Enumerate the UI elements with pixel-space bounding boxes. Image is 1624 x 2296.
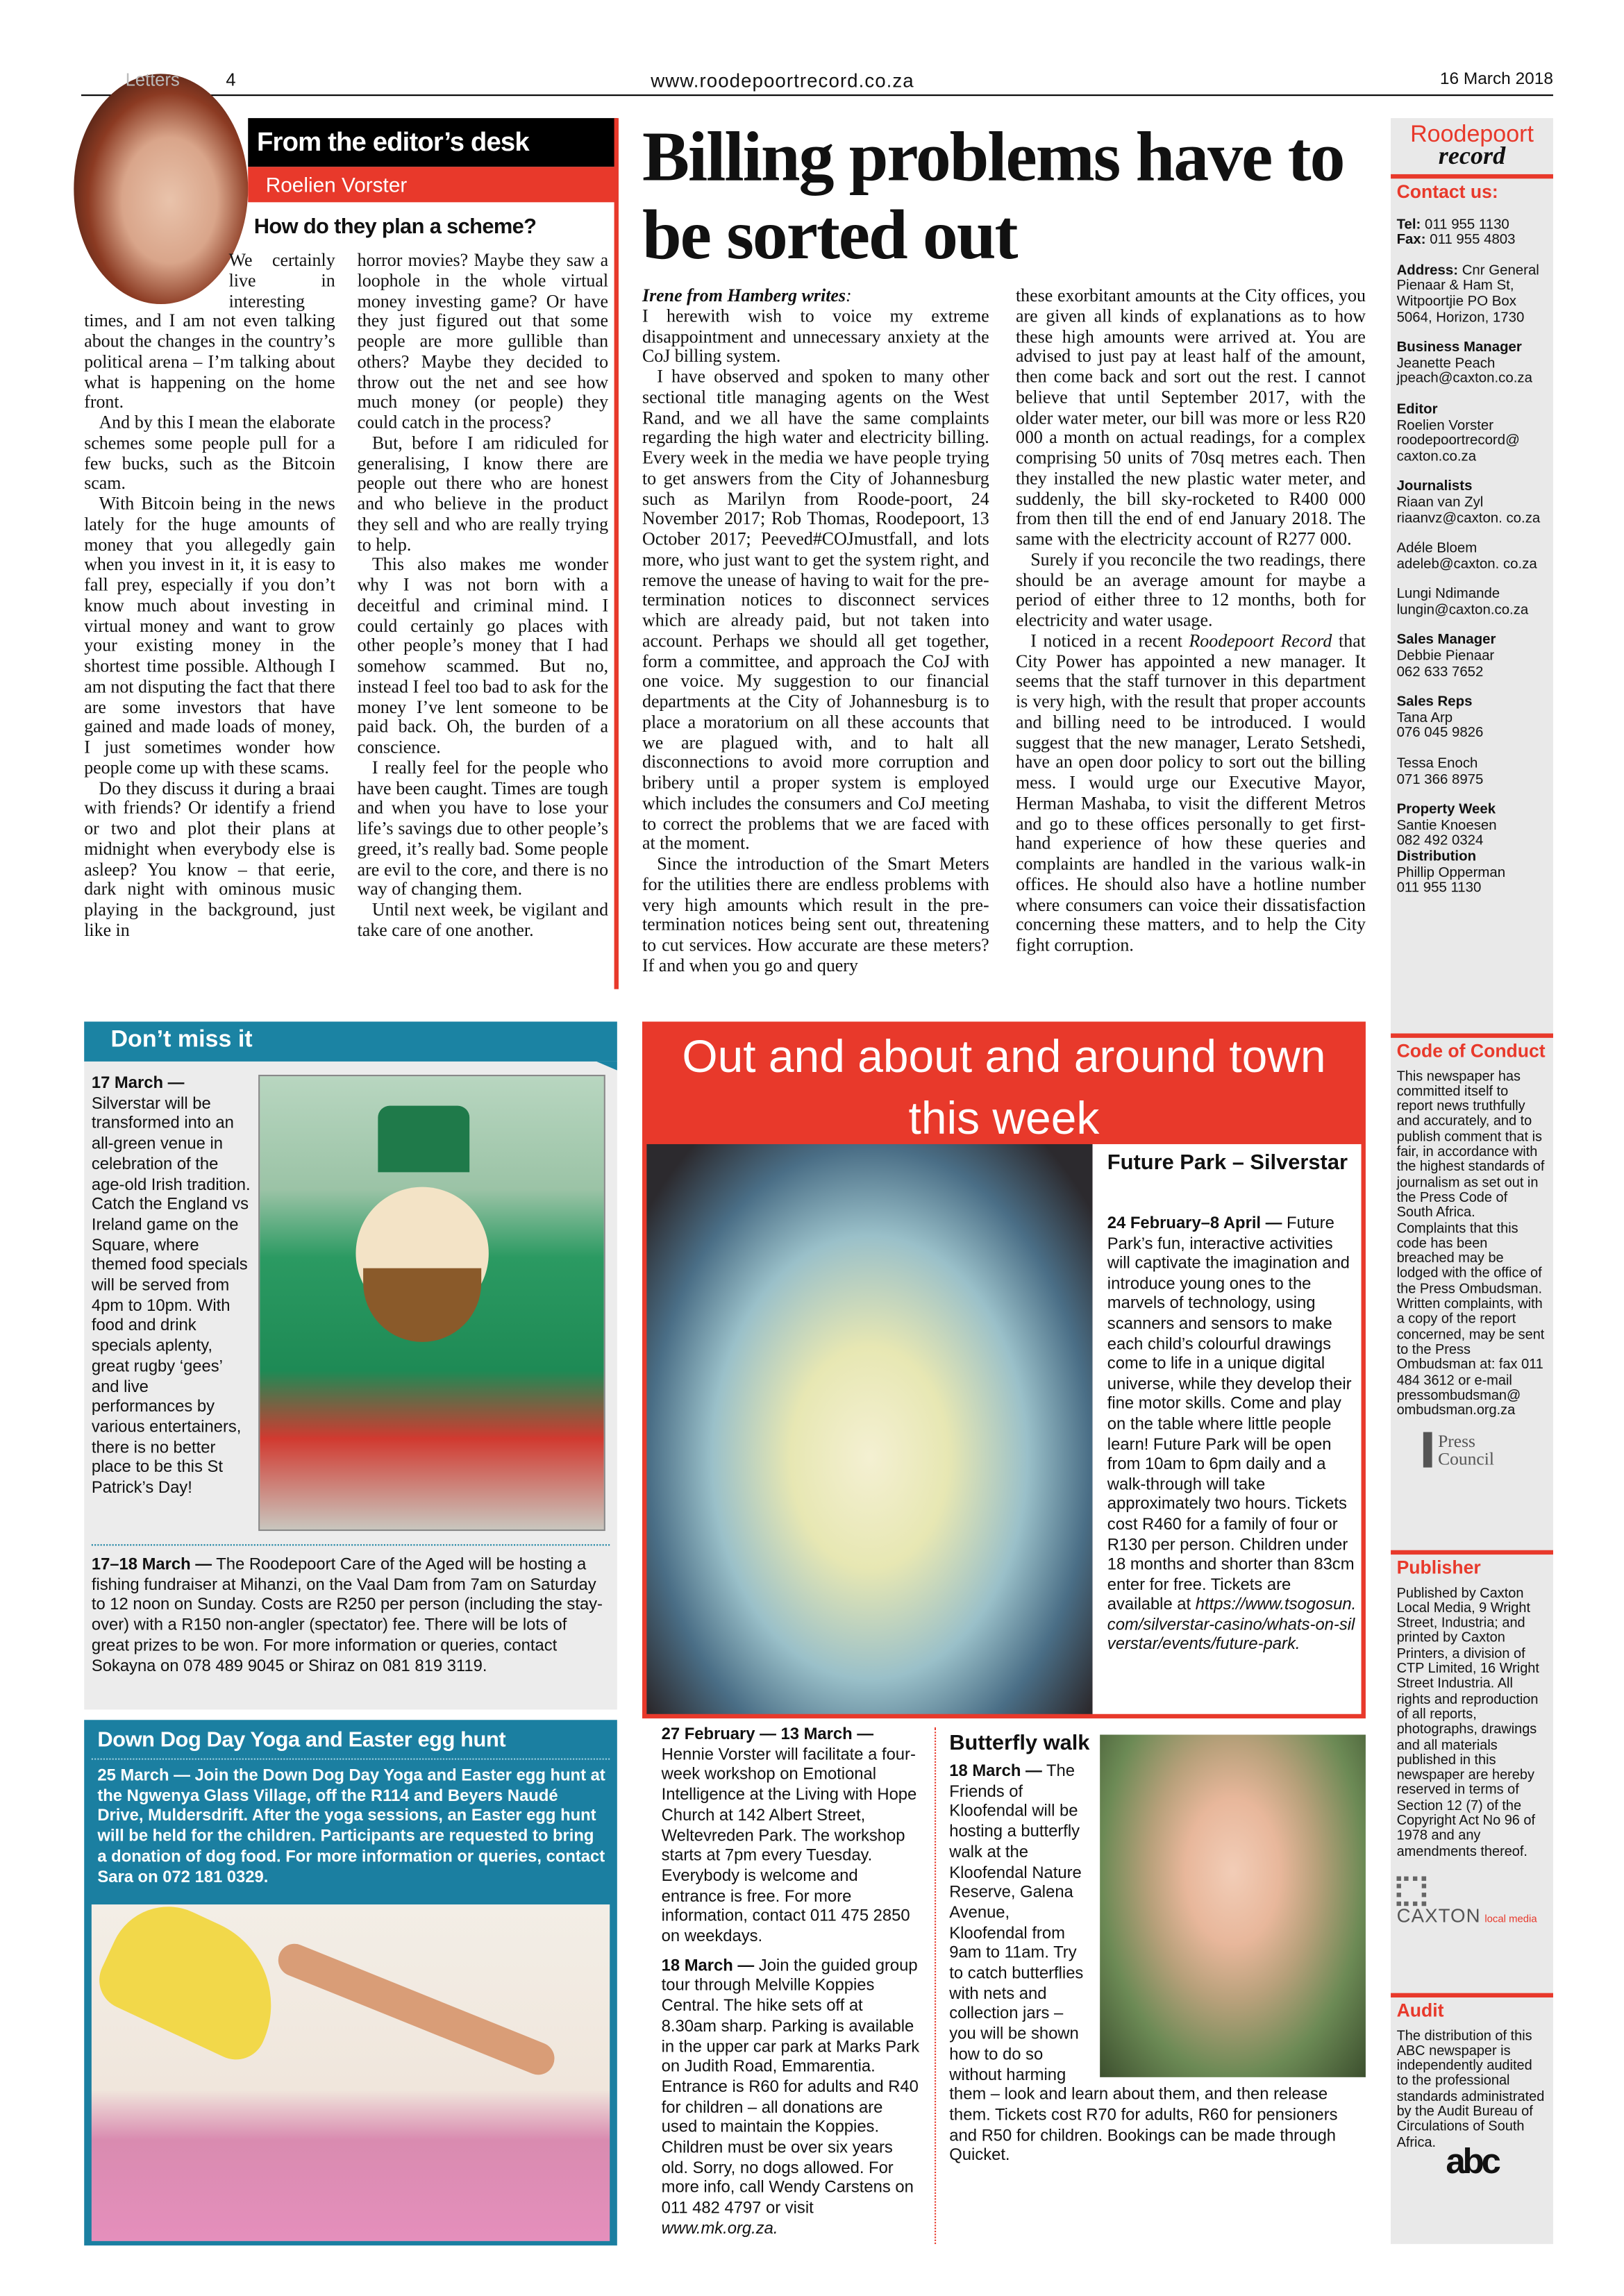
contact-role: Business Manager bbox=[1396, 340, 1522, 356]
editor-banner bbox=[248, 118, 617, 167]
contact-name: Riaan van Zyl bbox=[1396, 494, 1484, 511]
editor-paragraph: horror movies? Maybe they saw a loophole in the whole virtual money investing game? Or have they just figured out that some people are more gullible than others? Maybe they decided to throw out the net and see how much money (or people) they could catch in the process? bbox=[357, 249, 609, 433]
editor-paragraph: Do they discuss it during a braai with friends? Or identify a friend or two and plot their plans at midnight when everybody else is asleep? You know – that eerie, dark night with ominous music playing in the background, just like in bbox=[84, 777, 335, 940]
contact-detail: 062 633 7652 bbox=[1396, 664, 1484, 680]
event-item bbox=[662, 1726, 921, 1949]
editor-headline: How do they plan a scheme? bbox=[253, 215, 537, 240]
contact-entry bbox=[1397, 634, 1548, 681]
logo-top: Roodepoort bbox=[1410, 122, 1534, 148]
contact-name: Roelien Vorster bbox=[1396, 417, 1494, 434]
contact-entry bbox=[1397, 696, 1548, 743]
editor-name-bar bbox=[248, 167, 617, 202]
address-block bbox=[1397, 264, 1548, 326]
dont-miss-item-2 bbox=[92, 1556, 608, 1677]
website-url[interactable]: www.roodepoortrecord.co.za bbox=[651, 69, 914, 92]
future-park-photo bbox=[646, 1144, 1092, 1714]
article-column-1: Irene from Hamberg writes: I herewith wish to voice my extreme disappointment and unnecessary anxiety at the CoJ billing system. I have observed and spoken to many other sectional title managing agents on the West Rand, and we all have the same complaints regarding the high water and electricity billing. Every week in the media we have people trying to get answers from the City of Johannesburg such as Marilyn from Roode-poort, 24 November 2017; Rob Thomas, Roodepoort, 13 October 2017; Peeved#COJmustfall, and lots more, who just want to get the system right, and remove the unease of having to wait for the pre-termination notices to disconnect services which are already paid, but not taken into account. Perhaps we should all get together, form a committee, and approach the CoJ with one voice. My suggestion to our financial departments at the City of Johannesburg is to place a moratorium on all these accounts that we are plagued with, and to halt all disconnections to avoid more corruption and bribery until a proper system is employed which includes the consumers and CoJ meeting to correct the problems that we are faced with at the moment. Since the introduction of the Smart Meters for the utilities there are endless problems with very high amounts which result in the pre-termination notices being sent out, threatening to cut services. How accurate are these meters? If and when you go and query bbox=[642, 285, 989, 976]
tel-number: 011 955 1130 bbox=[1425, 216, 1509, 233]
audit-section bbox=[1391, 1993, 1553, 2182]
contact-detail: 011 955 1130 bbox=[1396, 880, 1482, 897]
address: Cnr General Pienaar & Ham St, Witpoortjie PO Box 5064, Horizon, 1730 bbox=[1396, 262, 1539, 326]
header-tab-decoration bbox=[596, 1062, 617, 1071]
contact-name: Debbie Pienaar bbox=[1396, 648, 1495, 665]
phone-block bbox=[1397, 218, 1548, 249]
yoga-photo bbox=[92, 1904, 610, 2241]
masthead-sidebar bbox=[1391, 118, 1553, 2244]
code-of-conduct bbox=[1391, 1033, 1553, 1474]
beard-shape bbox=[363, 1268, 481, 1342]
butterfly-title: Butterfly walk bbox=[949, 1732, 1090, 1756]
editor-paragraph: I really feel for the people who have been caught. Times are tough and when you have to lose your life’s savings due to other people’s greed, it’s really bad. Some people are evil to the core, and there is no way of changing them. bbox=[357, 757, 609, 900]
article-paragraph: I have observed and spoken to many other sectional title managing agents on the West Rand, and we all have the same complaints regarding the high water and electricity billing. Every week in the media we have people trying to get answers from the City of Johannesburg such as Marilyn from Roode-poort, 24 November 2017; Rob Thomas, Roodepoort, 13 October 2017; Peeved#COJmustfall, and lots more, who just want to get the system right, and remove the unease of having to wait for the pre-termination notices to disconnect services which are already paid, but not taken into account. Perhaps we should all get together, form a committee, and approach the CoJ with one voice. My suggestion to our financial departments at the City of Johannesburg is to place a moratorium on all these accounts that we are plagued with, and to halt all disconnections to avoid more corruption and bribery until a proper system is employed which includes the consumers and CoJ meeting to correct the problems that we are faced with at the moment. bbox=[642, 366, 989, 854]
article-paragraph: Since the introduction of the Smart Meters for the utilities there are endless problems with very high amounts which result in the pre-termination notices being sent out, threatening to cut services. How accurate are these meters? If and when you go and query bbox=[642, 853, 989, 976]
future-park-link[interactable]: https://www.tsogosun.com/silverstar-casino/whats-on-silverstar/events/future-park. bbox=[1107, 1596, 1357, 1654]
publisher-title: Publisher bbox=[1396, 1557, 1481, 1579]
contact-role: Distribution bbox=[1396, 848, 1477, 866]
article-column-2 bbox=[1016, 287, 1366, 957]
future-park-title: Future Park – Silverstar bbox=[1107, 1151, 1348, 1175]
event-date: 18 March — bbox=[661, 1957, 755, 1975]
butterfly-walk bbox=[949, 1730, 1366, 2168]
abc-logo: abc bbox=[1446, 2142, 1498, 2182]
out-about-title: Out and about and around town this week bbox=[682, 1030, 1326, 1144]
contact-name: Adéle Bloem bbox=[1396, 540, 1477, 557]
out-about-box bbox=[642, 1021, 1366, 1718]
contact-detail: adeleb@caxton. co.za bbox=[1396, 555, 1537, 573]
leprechaun-mascot-photo bbox=[258, 1075, 605, 1531]
contact-role: Editor bbox=[1396, 401, 1438, 418]
press-council-logo: Press Council bbox=[1423, 1433, 1527, 1468]
future-park-panel bbox=[1093, 1144, 1362, 1714]
header-rule bbox=[81, 94, 1553, 96]
contact-entry bbox=[1397, 542, 1548, 573]
caxton-mark-icon bbox=[1397, 1877, 1427, 1907]
event-date: 18 March — bbox=[949, 1762, 1042, 1781]
roodepoort-record-logo bbox=[1397, 118, 1548, 174]
contacts-list bbox=[1397, 342, 1548, 898]
divider bbox=[1391, 1033, 1553, 1037]
publication-name: Roodepoort Record bbox=[1189, 630, 1332, 651]
child-butterfly-photo bbox=[1100, 1735, 1366, 2077]
editor-column-2 bbox=[358, 251, 608, 941]
conduct-text: This newspaper has committed itself to report news truthfully and accurately, and to publish comment that is fair, in accordance with the highest standards of journalism as set out in the Press Code of South Africa. Complaints that this code has been breached may be lodged with the office of the Press Ombudsman. Written complaints, with a copy of the report concerned, may be sent to the Press Ombudsman at: fax 011 484 3612 or e-mail pressombudsman@ ombudsman.org.za bbox=[1396, 1066, 1545, 1418]
contact-name: Tana Arp bbox=[1396, 710, 1453, 726]
tel-label: Tel: bbox=[1396, 216, 1421, 233]
event-date: 24 February–8 April — bbox=[1107, 1215, 1282, 1233]
contact-name: Phillip Opperman bbox=[1396, 864, 1506, 881]
contact-detail: riaanvz@caxton. co.za bbox=[1396, 510, 1541, 527]
contact-entry bbox=[1397, 342, 1548, 389]
event-text: The Friends of Kloofendal will be hosting a butterfly walk at the Kloofendal Nature Reserve, Galena Avenue, Kloofendal from 9am to 11am. Try to catch butterflies with nets and collection jars – you will be shown how to do so without harming them – look and learn about them, and then release them. Tickets cost R70 for adults, R60 for pensioners and R50 for children. Bookings can be made through Quicket. bbox=[949, 1762, 1338, 2165]
event-text: The Roodepoort Care of the Aged will be hosting a fishing fundraiser at Mihanzi, on the Vaal Dam from 7am on Saturday to 12 noon on Sunday. Costs are R250 per person (including the stay-over) with a R150 non-angler (spectator) fee. There will be lots of great prizes to be won. For more information or queries, contact Sokayna on 078 489 9045 or Shiraz on 081 819 3119. bbox=[91, 1556, 603, 1675]
mk-link[interactable]: www.mk.org.za. bbox=[661, 2220, 778, 2238]
caxton-wordmark: CAXTON bbox=[1396, 1904, 1481, 1927]
contact-detail: 076 045 9826 bbox=[1396, 725, 1484, 742]
yoga-shirt-shape bbox=[92, 1904, 300, 2069]
audit-title: Audit bbox=[1396, 2000, 1444, 2022]
event-text: Future Park’s fun, interactive activities will captivate the imagination and introduce young ones to the marvels of technology, using scanners and sensors to make each child’s colourful drawings come to life in a unique digital universe, while they develop their fine motor skills. Come and play on the table where little people learn! Future Park will be open from 10am to 6pm daily and a walk-through will take approximately two hours. Tickets cost R460 for a family of four or R130 per person. Children under 18 months and shorter than 83cm enter for free. Tickets are available at bbox=[1107, 1215, 1355, 1614]
contact-entry bbox=[1397, 403, 1548, 465]
event-text: Join the guided group tour through Melville Koppies Central. The hike sets off at 8.30am sharp. Parking is available in the upper car park at Marks Park on Judith Road, Emmarentia. Entrance is R60 for adults and R40 for children – all donations are used to maintain the Koppies. Children must be over six years old. Sorry, no dogs allowed. For more info, call Wendy Carstens on 011 482 4797 or visit bbox=[661, 1957, 920, 2218]
publisher-section bbox=[1391, 1550, 1553, 1929]
fax-label: Fax: bbox=[1396, 232, 1426, 249]
editor-paragraph: But, before I am ridiculed for generalising, I know there are people out there who are honest and who believe in the product they sell and who are really trying to help. bbox=[357, 432, 609, 555]
event-item bbox=[662, 1957, 921, 2240]
contact-name: Tessa Enoch bbox=[1396, 755, 1478, 773]
text: that City Power has appointed a new manager. It seems that the staff turnover in this department is very high, with the result that proper accounts and billing need to be introduced. I would suggest that the new manager, Lerato Setshedi, have an open door policy to sort out the billing mess. I would urge our Executive Mayor, Herman Mashaba, to visit the different Metros and go to these offices personally to get first-hand experience of how these queries and complaints are handled in the various walk-in offices. He should also have a hotline number where consumers can voice their dissatisfaction concerning these matters, and to help the City fight corruption. bbox=[1015, 630, 1366, 955]
conduct-title: Code of Conduct bbox=[1396, 1041, 1546, 1062]
divider bbox=[1391, 1550, 1553, 1555]
contact-entry bbox=[1397, 850, 1548, 898]
dotted-divider bbox=[92, 1544, 610, 1545]
contact-entry bbox=[1397, 757, 1548, 789]
audit-text: The distribution of this ABC newspaper is independently audited to the professional standards administrated by the Audit Bureau of Circulations of South Africa. bbox=[1396, 2026, 1545, 2150]
editor-paragraph: This also makes me wonder why I was not born with a deceitful and criminal mind. I could certainly go places with other people’s money that I had somehow scammed. But no, instead I feel too bad to ask for the money I’ve lent someone to be paid back. Oh, the burden of a conscience. bbox=[357, 553, 609, 757]
contact-entry bbox=[1397, 588, 1548, 619]
page-number: 4 bbox=[226, 69, 236, 90]
publisher-text: Published by Caxton Local Media, 9 Wright Street, Industria; and printed by Caxton Printers, a division of CTP Limited, 16 Wright Street Industria. All rights and reproduction of all reports, photographs, drawings and all materials published in this newspaper are hereby reserved in terms of Section 12 (7) of the Copyright Act No 96 of 1978 and any amendments thereof. bbox=[1396, 1583, 1539, 1859]
contact-detail: 082 492 0324 bbox=[1396, 833, 1484, 850]
editor-name: Roelien Vorster bbox=[265, 172, 408, 196]
contact-detail: roodepoortrecord@ caxton.co.za bbox=[1396, 433, 1520, 465]
yoga-text: 25 March — Join the Down Dog Day Yoga and Easter egg hunt at the Ngwenya Glass Village, off the R114 and Beyers Naudé Drive, Muldersdrift. After the yoga sessions, an Easter egg hunt will be held for the children. Participants are requested to bring a donation of dog food. For more information or queries, contact Sara on 072 181 0329. bbox=[97, 1767, 605, 1886]
photo-wrap-spacer bbox=[84, 251, 228, 310]
dont-miss-box bbox=[84, 1021, 617, 1709]
contact-role: Sales Manager bbox=[1396, 632, 1496, 649]
text: I noticed in a recent bbox=[1030, 630, 1189, 651]
hat-shape bbox=[378, 1106, 469, 1173]
contact-name: Santie Knoesen bbox=[1396, 817, 1497, 835]
contact-entry bbox=[1397, 480, 1548, 528]
editor-paragraph: Until next week, be vigilant and take care of one another. bbox=[357, 898, 609, 940]
dont-miss-header bbox=[84, 1021, 617, 1061]
event-date: 17 March — bbox=[91, 1075, 185, 1093]
editor-paragraph: And by this I mean the elaborate schemes some people pull for a few bucks, such as the Bitcoin scam. bbox=[84, 412, 335, 494]
section-label: Letters bbox=[125, 69, 180, 90]
divider bbox=[1391, 1993, 1553, 1997]
event-text: Silverstar will be transformed into an all-green venue in celebration of the age-old Irish tradition. Catch the England vs Ireland game on the Square, where themed food specials will be served from 4pm to 10pm. With food and drink specials aplenty, great rugby ‘gees’ and live performances by various entertainers, there is no better place to be this St Patrick’s Day! bbox=[91, 1095, 251, 1498]
article-paragraph: these exorbitant amounts at the City offices, you are given all kinds of explanations as to how these high amounts were arrived at. You are advised to just pay at least half of the amount, then come back and sort out the rest. I cannot believe that until September 2017, with the older water meter, our bill was more or less R20 000 a month on actual readings, for a complex comprising 50 units of 70sq metres each. Then they installed the new plastic water meter, and suddenly, the bill sky-rocketed to R400 000 from then till the end of end January 2018. The same with the electricity account of R277 000. bbox=[1015, 285, 1366, 550]
contact-detail: jpeach@caxton.co.za bbox=[1396, 371, 1532, 387]
editor-column-1 bbox=[84, 251, 335, 941]
article-paragraph bbox=[1016, 632, 1366, 957]
editor-banner-title: From the editor’s desk bbox=[256, 126, 529, 157]
divider bbox=[1391, 174, 1553, 178]
contact-role: Property Week bbox=[1396, 802, 1496, 819]
editor-paragraph: We certainly live in interesting times, and I am not even talking about the changes in the country’s political arena – I’m talking about what is happening on the home front. bbox=[84, 249, 335, 412]
contact-role: Sales Reps bbox=[1396, 694, 1473, 711]
contact-entry bbox=[1397, 803, 1548, 850]
contact-title: Contact us: bbox=[1396, 181, 1498, 203]
article-paragraph: I herewith wish to voice my extreme disappointment and unnecessary anxiety at the CoJ billing system. bbox=[642, 305, 989, 367]
contact-detail: 071 366 8975 bbox=[1396, 771, 1484, 788]
contact-detail: lungin@caxton.co.za bbox=[1396, 602, 1529, 619]
contact-name: Lungi Ndimande bbox=[1396, 586, 1500, 603]
event-date: 17–18 March — bbox=[91, 1556, 212, 1574]
address-label: Address: bbox=[1396, 262, 1459, 279]
logo-bottom: record bbox=[1438, 142, 1506, 170]
editor-border bbox=[614, 118, 619, 989]
editor-paragraph: With Bitcoin being in the news lately for the huge amounts of money that you allegedly gain when you invest in it, it is easy to fall prey, especially if you don’t know much about investing in virtual money and want to grow your existing money in the shortest time possible. Although I am not disputing the fact that there are some investors that have gained and made loads of money, I just sometimes wonder how people come up with these scams. bbox=[84, 493, 335, 778]
dont-miss-item-1 bbox=[92, 1075, 251, 1500]
article-paragraph: Surely if you reconcile the two readings, there should be an average amount for maybe a period of either three to 12 months, both for electricity and water usage. bbox=[1015, 548, 1366, 630]
events-column bbox=[662, 1726, 921, 2240]
issue-date: 16 March 2018 bbox=[1439, 71, 1553, 89]
future-park-text bbox=[1107, 1215, 1358, 1657]
article-headline: Billing problems have to be sorted out bbox=[642, 118, 1344, 275]
contact-name: Jeanette Peach bbox=[1396, 355, 1496, 372]
dotted-divider bbox=[935, 1727, 936, 2244]
article-byline: Irene from Hamberg writes bbox=[642, 285, 846, 306]
yoga-box bbox=[84, 1720, 617, 2245]
caxton-logo bbox=[1397, 1877, 1548, 1929]
event-date: 27 February — 13 March — bbox=[661, 1725, 874, 1744]
caxton-sub: local media bbox=[1484, 1914, 1537, 1925]
event-text: Hennie Vorster will facilitate a four-week workshop on Emotional Intelligence at the Living with Hope Church at 142 Albert Street, Weltevreden Park. The workshop starts at 7pm every Tuesday. Everybody is welcome and entrance is free. For more information, contact 011 475 2850 on weekdays. bbox=[661, 1745, 917, 1946]
yoga-arm-shape bbox=[274, 1939, 560, 2080]
contact-role: Journalists bbox=[1396, 478, 1473, 496]
fax-number: 011 955 4803 bbox=[1430, 232, 1516, 249]
dont-miss-title: Don’t miss it bbox=[110, 1027, 253, 1053]
dotted-divider bbox=[92, 1759, 610, 1760]
yoga-title: Down Dog Day Yoga and Easter egg hunt bbox=[97, 1729, 506, 1753]
